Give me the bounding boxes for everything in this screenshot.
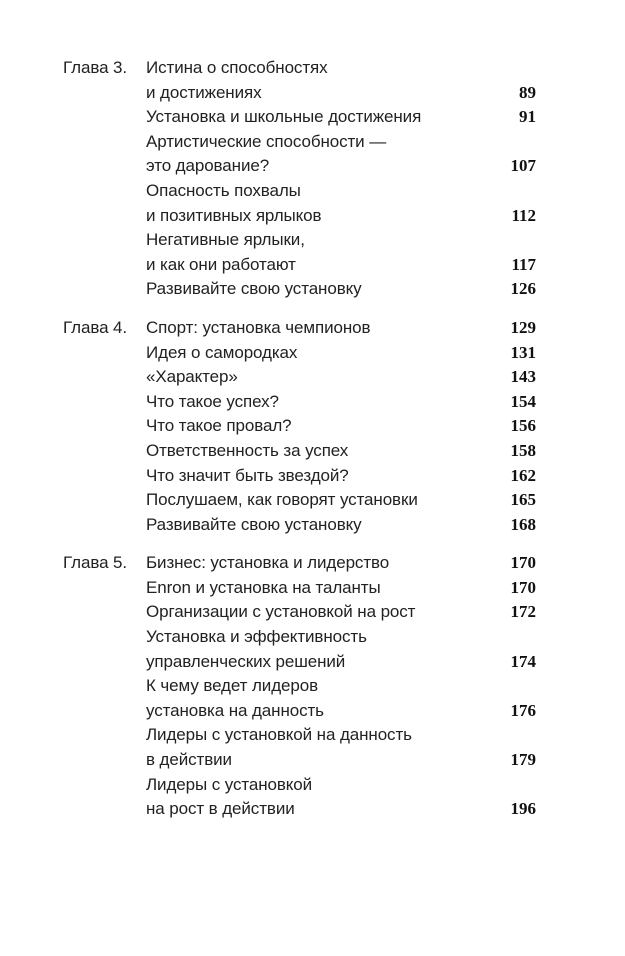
entry-page-number: 179 — [510, 750, 536, 770]
toc-entry — [146, 439, 536, 464]
entry-title — [146, 179, 466, 228]
entry-title-line: в действии — [146, 750, 232, 770]
toc-entry — [146, 228, 536, 277]
table-of-contents — [0, 56, 625, 836]
entry-title-line: Что такое успех? — [146, 391, 279, 411]
entry-page-number: 162 — [510, 465, 536, 485]
entry-page-number: 154 — [510, 391, 536, 411]
toc-entry — [146, 365, 536, 390]
entry-page-number: 176 — [510, 700, 536, 720]
entry-title-line: и как они работают — [146, 254, 296, 274]
toc-entry — [146, 316, 536, 341]
entry-title-line: и позитивных ярлыков — [146, 205, 322, 225]
entry-page-number: 174 — [510, 651, 536, 671]
entry-title-line: Лидеры с установкой — [146, 774, 313, 794]
chapter-entries — [146, 316, 536, 537]
entry-title-line: на рост в действии — [146, 799, 295, 819]
entry-page-number: 156 — [510, 416, 536, 436]
entry-page-number: 91 — [519, 107, 536, 127]
toc-entry — [146, 179, 536, 228]
toc-entry — [146, 56, 536, 105]
entry-title-line: Enron и установка на таланты — [146, 577, 381, 597]
entry-page-number: 117 — [511, 254, 536, 274]
entry-title-line: Развивайте свою установку — [146, 514, 362, 534]
entry-page-number: 112 — [511, 205, 536, 225]
toc-entry — [146, 105, 536, 130]
entry-page-number: 158 — [510, 440, 536, 460]
toc-entry — [146, 513, 536, 538]
toc-entry — [146, 130, 536, 179]
chapter-entries — [146, 56, 536, 302]
toc-chapter — [0, 56, 625, 302]
toc-chapter — [0, 316, 625, 537]
entry-title — [146, 341, 466, 366]
entry-page-number: 170 — [510, 577, 536, 597]
entry-title — [146, 513, 466, 538]
entry-title — [146, 773, 466, 822]
toc-entry — [146, 625, 536, 674]
toc-entry — [146, 414, 536, 439]
toc-entry — [146, 551, 536, 576]
entry-title-line: Артистические способности — — [146, 131, 387, 151]
entry-title-line: Бизнес: установка и лидерство — [146, 553, 390, 573]
toc-entry — [146, 600, 536, 625]
entry-page-number: 131 — [510, 342, 536, 362]
toc-entry — [146, 390, 536, 415]
entry-title — [146, 130, 466, 179]
entry-title — [146, 390, 466, 415]
entry-title — [146, 723, 466, 772]
entry-title-line: Спорт: установка чемпионов — [146, 317, 371, 337]
entry-title-line: управленческих решений — [146, 651, 346, 671]
toc-entry — [146, 341, 536, 366]
entry-title-line: установка на данность — [146, 700, 324, 720]
entry-page-number: 168 — [510, 514, 536, 534]
entry-title-line: К чему ведет лидеров — [146, 676, 319, 696]
entry-title — [146, 316, 466, 341]
toc-entry — [146, 277, 536, 302]
entry-title-line: Установка и эффективность — [146, 627, 367, 647]
toc-entry — [146, 464, 536, 489]
entry-title — [146, 439, 466, 464]
chapter-label: Глава 3. — [63, 58, 128, 77]
entry-title-line: Негативные ярлыки, — [146, 230, 305, 250]
entry-title — [146, 464, 466, 489]
entry-title — [146, 365, 466, 390]
entry-title-line: Установка и школьные достижения — [146, 107, 422, 127]
entry-page-number: 89 — [519, 82, 536, 102]
entry-title-line: Лидеры с установкой на данность — [146, 725, 412, 745]
entry-page-number: 172 — [510, 602, 536, 622]
entry-page-number: 170 — [510, 553, 536, 573]
entry-title-line: «Характер» — [146, 367, 238, 387]
entry-title — [146, 277, 466, 302]
toc-entry — [146, 773, 536, 822]
toc-entry — [146, 576, 536, 601]
chapter-label: Глава 4. — [63, 317, 128, 337]
entry-title — [146, 414, 466, 439]
entry-title-line: Ответственность за успех — [146, 440, 349, 460]
entry-title — [146, 488, 466, 513]
entry-title-line: это дарование? — [146, 156, 270, 176]
entry-page-number: 129 — [510, 317, 536, 337]
entry-title-line: Что такое провал? — [146, 416, 292, 436]
chapter-label: Глава 5. — [63, 553, 128, 573]
entry-title — [146, 551, 466, 576]
toc-chapter — [0, 551, 625, 822]
entry-title — [146, 576, 466, 601]
entry-page-number: 126 — [510, 279, 536, 299]
entry-title — [146, 228, 466, 277]
toc-entry — [146, 674, 536, 723]
entry-title-line: Идея о самородках — [146, 342, 298, 362]
entry-title — [146, 625, 466, 674]
toc-entry — [146, 723, 536, 772]
entry-title — [146, 674, 466, 723]
entry-title-line: Организации с установкой на рост — [146, 602, 416, 622]
entry-title-line: Послушаем, как говорят установки — [146, 490, 418, 510]
entry-page-number: 143 — [510, 367, 536, 387]
entry-page-number: 107 — [510, 156, 536, 176]
entry-title-line: Развивайте свою установку — [146, 279, 362, 299]
entry-title — [146, 600, 466, 625]
toc-entry — [146, 488, 536, 513]
entry-title-line: Опасность похвалы — [146, 180, 301, 200]
entry-title-line: Что значит быть звездой? — [146, 465, 349, 485]
entry-page-number: 196 — [510, 799, 536, 819]
entry-title — [146, 105, 466, 130]
entry-page-number: 165 — [510, 490, 536, 510]
entry-title — [146, 56, 466, 105]
chapter-entries — [146, 551, 536, 822]
entry-title-line: Истина о способностях — [146, 58, 328, 77]
entry-title-line: и достижениях — [146, 82, 262, 102]
